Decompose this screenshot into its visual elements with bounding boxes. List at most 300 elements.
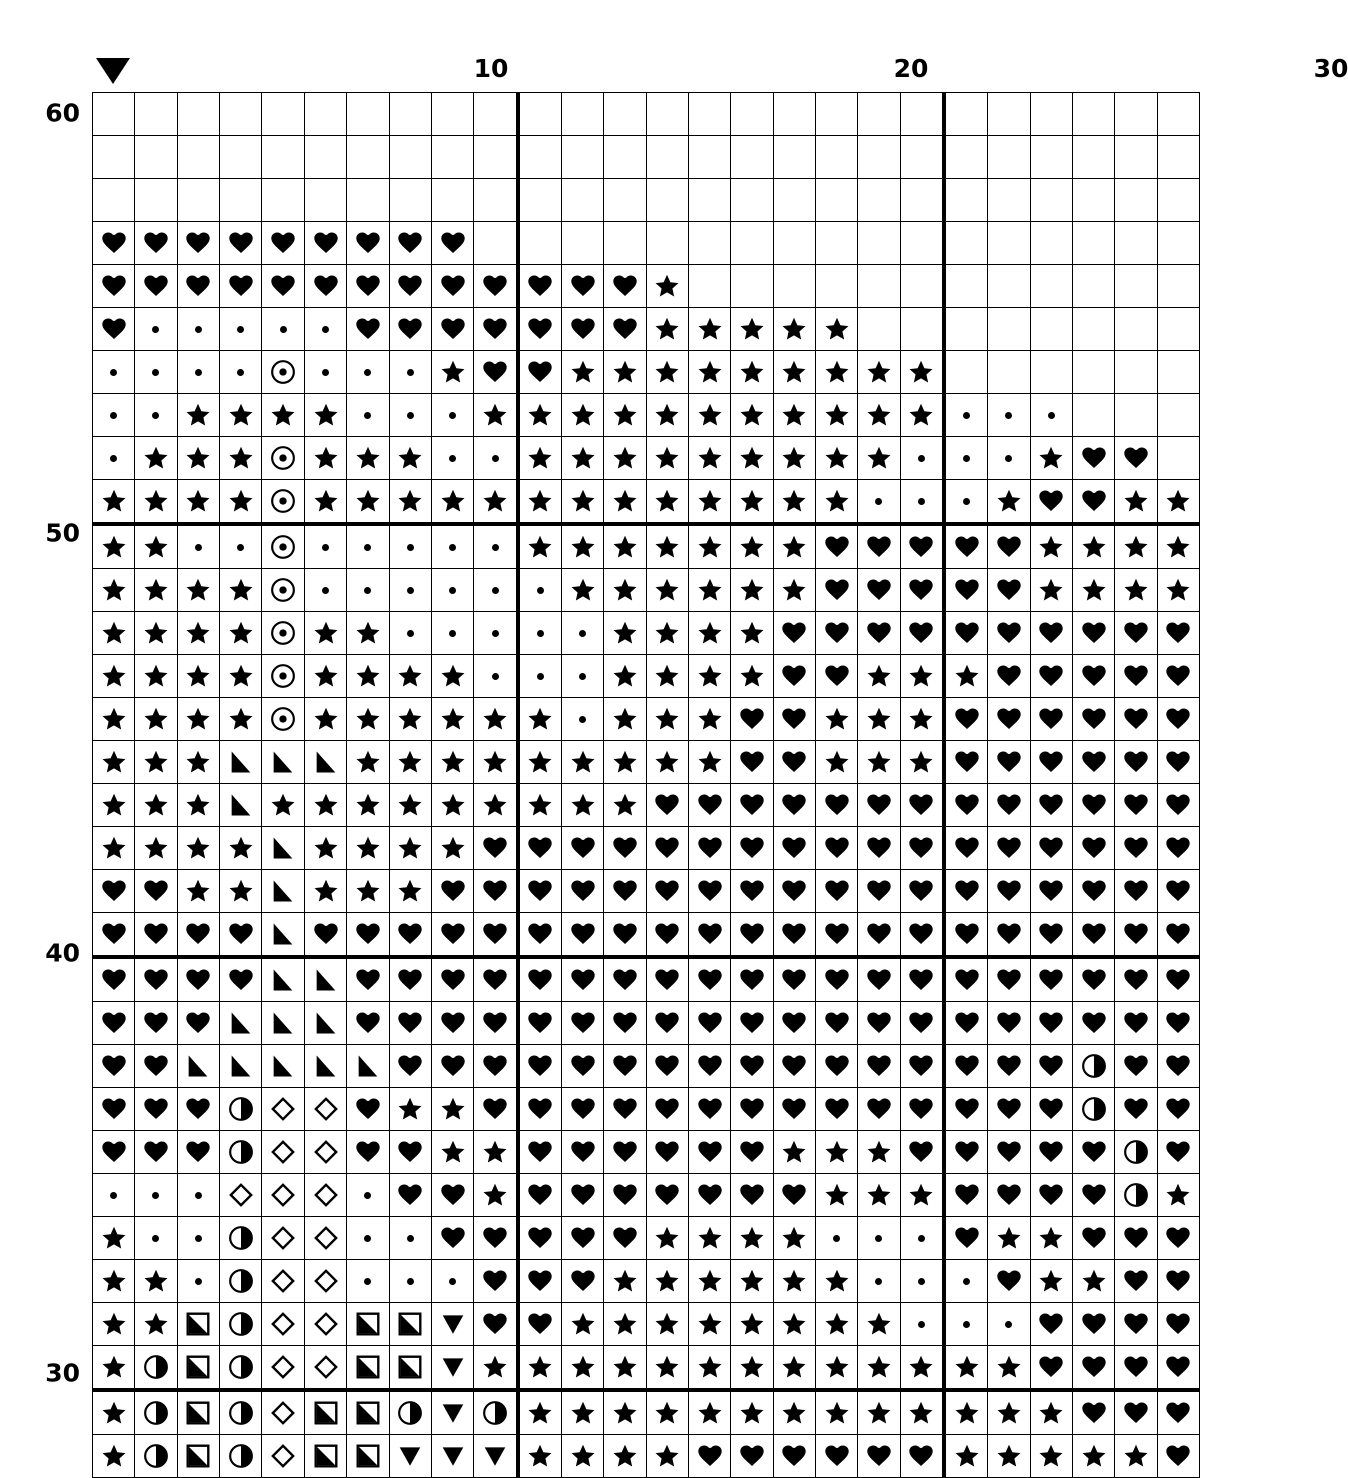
pattern-cell[interactable] [518, 136, 562, 179]
pattern-cell[interactable] [304, 524, 346, 569]
pattern-cell[interactable] [389, 569, 431, 612]
pattern-cell[interactable] [944, 437, 988, 480]
pattern-cell[interactable] [1030, 93, 1072, 136]
pattern-cell[interactable] [562, 655, 604, 698]
pattern-cell[interactable] [347, 1303, 389, 1346]
pattern-cell[interactable] [220, 308, 262, 351]
pattern-cell[interactable] [988, 913, 1030, 958]
pattern-cell[interactable] [220, 136, 262, 179]
pattern-cell[interactable] [562, 913, 604, 958]
pattern-cell[interactable] [731, 1303, 773, 1346]
pattern-cell[interactable] [389, 655, 431, 698]
pattern-cell[interactable] [1072, 1002, 1114, 1045]
pattern-cell[interactable] [562, 1088, 604, 1131]
pattern-cell[interactable] [646, 827, 688, 870]
pattern-cell[interactable] [93, 480, 135, 525]
pattern-cell[interactable] [177, 913, 219, 958]
pattern-cell[interactable] [262, 1346, 304, 1391]
pattern-cell[interactable] [135, 741, 177, 784]
pattern-cell[interactable] [177, 1088, 219, 1131]
pattern-cell[interactable] [304, 179, 346, 222]
pattern-cell[interactable] [562, 612, 604, 655]
pattern-cell[interactable] [1072, 1390, 1114, 1435]
pattern-cell[interactable] [389, 351, 431, 394]
pattern-cell[interactable] [432, 222, 474, 265]
pattern-cell[interactable] [1115, 136, 1157, 179]
pattern-cell[interactable] [858, 394, 900, 437]
pattern-cell[interactable] [562, 1045, 604, 1088]
pattern-cell[interactable] [389, 179, 431, 222]
pattern-cell[interactable] [389, 1390, 431, 1435]
pattern-cell[interactable] [432, 870, 474, 913]
pattern-cell[interactable] [304, 1002, 346, 1045]
pattern-cell[interactable] [347, 1390, 389, 1435]
pattern-cell[interactable] [858, 1088, 900, 1131]
pattern-cell[interactable] [347, 179, 389, 222]
pattern-cell[interactable] [773, 1346, 815, 1391]
pattern-cell[interactable] [988, 265, 1030, 308]
pattern-cell[interactable] [773, 741, 815, 784]
pattern-cell[interactable] [562, 569, 604, 612]
pattern-cell[interactable] [389, 394, 431, 437]
pattern-cell[interactable] [1030, 480, 1072, 525]
pattern-cell[interactable] [944, 957, 988, 1002]
pattern-cell[interactable] [815, 1303, 857, 1346]
pattern-cell[interactable] [604, 1045, 646, 1088]
pattern-cell[interactable] [93, 1088, 135, 1131]
pattern-cell[interactable] [220, 870, 262, 913]
pattern-cell[interactable] [944, 741, 988, 784]
pattern-cell[interactable] [646, 394, 688, 437]
pattern-cell[interactable] [731, 265, 773, 308]
pattern-cell[interactable] [604, 784, 646, 827]
pattern-cell[interactable] [93, 308, 135, 351]
pattern-cell[interactable] [604, 1174, 646, 1217]
pattern-cell[interactable] [988, 93, 1030, 136]
pattern-cell[interactable] [135, 93, 177, 136]
pattern-cell[interactable] [177, 612, 219, 655]
pattern-cell[interactable] [93, 265, 135, 308]
pattern-cell[interactable] [944, 1002, 988, 1045]
pattern-cell[interactable] [604, 1303, 646, 1346]
pattern-cell[interactable] [1157, 1045, 1199, 1088]
pattern-cell[interactable] [646, 1174, 688, 1217]
pattern-cell[interactable] [900, 222, 944, 265]
pattern-cell[interactable] [177, 136, 219, 179]
pattern-cell[interactable] [688, 480, 730, 525]
pattern-cell[interactable] [604, 1002, 646, 1045]
pattern-cell[interactable] [1030, 655, 1072, 698]
pattern-cell[interactable] [389, 1131, 431, 1174]
pattern-cell[interactable] [177, 1131, 219, 1174]
pattern-cell[interactable] [1072, 265, 1114, 308]
pattern-cell[interactable] [858, 265, 900, 308]
pattern-cell[interactable] [944, 394, 988, 437]
pattern-cell[interactable] [1115, 612, 1157, 655]
pattern-cell[interactable] [688, 222, 730, 265]
pattern-cell[interactable] [93, 1131, 135, 1174]
pattern-cell[interactable] [518, 222, 562, 265]
pattern-cell[interactable] [135, 1346, 177, 1391]
pattern-cell[interactable] [731, 524, 773, 569]
pattern-cell[interactable] [177, 1002, 219, 1045]
pattern-cell[interactable] [900, 1390, 944, 1435]
pattern-cell[interactable] [135, 827, 177, 870]
pattern-cell[interactable] [1030, 351, 1072, 394]
pattern-cell[interactable] [604, 741, 646, 784]
pattern-cell[interactable] [389, 1002, 431, 1045]
pattern-cell[interactable] [262, 1390, 304, 1435]
pattern-cell[interactable] [1072, 1088, 1114, 1131]
pattern-cell[interactable] [304, 1260, 346, 1303]
pattern-cell[interactable] [900, 1002, 944, 1045]
pattern-cell[interactable] [646, 957, 688, 1002]
pattern-cell[interactable] [900, 136, 944, 179]
pattern-cell[interactable] [304, 1435, 346, 1478]
pattern-cell[interactable] [731, 93, 773, 136]
pattern-cell[interactable] [432, 1435, 474, 1478]
pattern-cell[interactable] [944, 1346, 988, 1391]
pattern-cell[interactable] [1115, 698, 1157, 741]
pattern-cell[interactable] [604, 827, 646, 870]
pattern-cell[interactable] [1030, 394, 1072, 437]
pattern-cell[interactable] [646, 524, 688, 569]
pattern-cell[interactable] [135, 394, 177, 437]
pattern-cell[interactable] [815, 913, 857, 958]
pattern-cell[interactable] [432, 655, 474, 698]
pattern-cell[interactable] [858, 1174, 900, 1217]
pattern-cell[interactable] [347, 1131, 389, 1174]
pattern-cell[interactable] [944, 524, 988, 569]
pattern-cell[interactable] [432, 1131, 474, 1174]
pattern-cell[interactable] [135, 1390, 177, 1435]
pattern-cell[interactable] [93, 1435, 135, 1478]
pattern-cell[interactable] [815, 784, 857, 827]
pattern-cell[interactable] [518, 394, 562, 437]
pattern-cell[interactable] [177, 1260, 219, 1303]
pattern-cell[interactable] [262, 437, 304, 480]
pattern-cell[interactable] [731, 1435, 773, 1478]
pattern-cell[interactable] [900, 437, 944, 480]
pattern-cell[interactable] [1072, 394, 1114, 437]
pattern-cell[interactable] [562, 265, 604, 308]
pattern-cell[interactable] [815, 655, 857, 698]
pattern-cell[interactable] [347, 480, 389, 525]
pattern-cell[interactable] [389, 827, 431, 870]
pattern-cell[interactable] [1157, 1088, 1199, 1131]
pattern-cell[interactable] [304, 1174, 346, 1217]
pattern-cell[interactable] [604, 1260, 646, 1303]
pattern-cell[interactable] [1030, 1390, 1072, 1435]
pattern-cell[interactable] [432, 569, 474, 612]
pattern-cell[interactable] [1157, 1390, 1199, 1435]
pattern-cell[interactable] [858, 957, 900, 1002]
pattern-cell[interactable] [562, 394, 604, 437]
pattern-cell[interactable] [773, 93, 815, 136]
pattern-cell[interactable] [432, 1303, 474, 1346]
pattern-cell[interactable] [944, 784, 988, 827]
pattern-cell[interactable] [135, 1002, 177, 1045]
pattern-cell[interactable] [604, 524, 646, 569]
pattern-cell[interactable] [562, 1303, 604, 1346]
pattern-cell[interactable] [177, 870, 219, 913]
pattern-cell[interactable] [177, 698, 219, 741]
pattern-cell[interactable] [773, 870, 815, 913]
pattern-cell[interactable] [731, 957, 773, 1002]
pattern-cell[interactable] [988, 222, 1030, 265]
pattern-cell[interactable] [604, 394, 646, 437]
pattern-cell[interactable] [135, 870, 177, 913]
pattern-cell[interactable] [220, 741, 262, 784]
pattern-cell[interactable] [858, 870, 900, 913]
pattern-cell[interactable] [1030, 437, 1072, 480]
pattern-cell[interactable] [646, 612, 688, 655]
pattern-cell[interactable] [347, 308, 389, 351]
pattern-cell[interactable] [688, 179, 730, 222]
pattern-cell[interactable] [562, 957, 604, 1002]
pattern-cell[interactable] [858, 136, 900, 179]
pattern-cell[interactable] [858, 93, 900, 136]
pattern-cell[interactable] [432, 136, 474, 179]
pattern-cell[interactable] [220, 1045, 262, 1088]
pattern-cell[interactable] [1030, 265, 1072, 308]
pattern-cell[interactable] [815, 827, 857, 870]
pattern-cell[interactable] [646, 308, 688, 351]
pattern-cell[interactable] [518, 308, 562, 351]
pattern-cell[interactable] [432, 437, 474, 480]
pattern-cell[interactable] [562, 1435, 604, 1478]
pattern-cell[interactable] [135, 1131, 177, 1174]
pattern-cell[interactable] [944, 870, 988, 913]
pattern-cell[interactable] [944, 1217, 988, 1260]
pattern-cell[interactable] [347, 1088, 389, 1131]
pattern-cell[interactable] [518, 265, 562, 308]
pattern-cell[interactable] [262, 870, 304, 913]
pattern-cell[interactable] [1157, 957, 1199, 1002]
pattern-cell[interactable] [858, 1260, 900, 1303]
pattern-cell[interactable] [1157, 265, 1199, 308]
pattern-cell[interactable] [518, 480, 562, 525]
pattern-cell[interactable] [815, 308, 857, 351]
pattern-cell[interactable] [604, 1088, 646, 1131]
pattern-cell[interactable] [1030, 1260, 1072, 1303]
pattern-cell[interactable] [900, 1131, 944, 1174]
pattern-cell[interactable] [474, 913, 518, 958]
pattern-cell[interactable] [474, 698, 518, 741]
pattern-cell[interactable] [988, 1045, 1030, 1088]
pattern-cell[interactable] [220, 1174, 262, 1217]
pattern-cell[interactable] [93, 437, 135, 480]
pattern-cell[interactable] [688, 612, 730, 655]
pattern-cell[interactable] [432, 93, 474, 136]
pattern-cell[interactable] [562, 1131, 604, 1174]
pattern-cell[interactable] [474, 957, 518, 1002]
pattern-cell[interactable] [604, 480, 646, 525]
pattern-cell[interactable] [518, 1435, 562, 1478]
pattern-cell[interactable] [562, 179, 604, 222]
pattern-cell[interactable] [1030, 957, 1072, 1002]
pattern-cell[interactable] [220, 655, 262, 698]
pattern-cell[interactable] [347, 612, 389, 655]
pattern-cell[interactable] [518, 179, 562, 222]
pattern-cell[interactable] [262, 1260, 304, 1303]
pattern-cell[interactable] [177, 351, 219, 394]
pattern-cell[interactable] [900, 93, 944, 136]
pattern-cell[interactable] [688, 1390, 730, 1435]
pattern-cell[interactable] [900, 612, 944, 655]
pattern-cell[interactable] [135, 179, 177, 222]
pattern-cell[interactable] [93, 222, 135, 265]
pattern-cell[interactable] [646, 1002, 688, 1045]
pattern-cell[interactable] [688, 524, 730, 569]
pattern-cell[interactable] [988, 569, 1030, 612]
pattern-cell[interactable] [604, 1390, 646, 1435]
pattern-cell[interactable] [815, 870, 857, 913]
pattern-cell[interactable] [347, 437, 389, 480]
pattern-cell[interactable] [988, 1174, 1030, 1217]
pattern-cell[interactable] [432, 1002, 474, 1045]
pattern-cell[interactable] [731, 569, 773, 612]
pattern-cell[interactable] [304, 870, 346, 913]
pattern-cell[interactable] [604, 1346, 646, 1391]
pattern-cell[interactable] [900, 1088, 944, 1131]
pattern-cell[interactable] [688, 784, 730, 827]
pattern-cell[interactable] [432, 612, 474, 655]
pattern-cell[interactable] [1157, 1303, 1199, 1346]
pattern-cell[interactable] [262, 913, 304, 958]
pattern-cell[interactable] [900, 913, 944, 958]
pattern-cell[interactable] [773, 480, 815, 525]
pattern-cell[interactable] [347, 222, 389, 265]
pattern-cell[interactable] [518, 827, 562, 870]
pattern-cell[interactable] [944, 569, 988, 612]
pattern-cell[interactable] [646, 784, 688, 827]
pattern-cell[interactable] [177, 1303, 219, 1346]
pattern-cell[interactable] [604, 957, 646, 1002]
pattern-cell[interactable] [262, 265, 304, 308]
pattern-cell[interactable] [731, 1346, 773, 1391]
pattern-cell[interactable] [773, 351, 815, 394]
pattern-cell[interactable] [220, 1131, 262, 1174]
pattern-cell[interactable] [135, 308, 177, 351]
pattern-cell[interactable] [518, 1390, 562, 1435]
pattern-cell[interactable] [900, 870, 944, 913]
pattern-cell[interactable] [988, 308, 1030, 351]
pattern-cell[interactable] [858, 480, 900, 525]
pattern-cell[interactable] [93, 524, 135, 569]
pattern-cell[interactable] [1115, 351, 1157, 394]
pattern-cell[interactable] [944, 1131, 988, 1174]
pattern-cell[interactable] [731, 394, 773, 437]
pattern-cell[interactable] [815, 394, 857, 437]
pattern-cell[interactable] [773, 698, 815, 741]
pattern-cell[interactable] [135, 612, 177, 655]
pattern-cell[interactable] [177, 480, 219, 525]
pattern-cell[interactable] [220, 480, 262, 525]
pattern-cell[interactable] [646, 1045, 688, 1088]
pattern-cell[interactable] [389, 1303, 431, 1346]
pattern-cell[interactable] [646, 1346, 688, 1391]
pattern-cell[interactable] [815, 1435, 857, 1478]
pattern-cell[interactable] [1115, 437, 1157, 480]
pattern-cell[interactable] [1072, 308, 1114, 351]
pattern-cell[interactable] [220, 698, 262, 741]
pattern-cell[interactable] [858, 1045, 900, 1088]
pattern-cell[interactable] [604, 222, 646, 265]
pattern-cell[interactable] [815, 265, 857, 308]
pattern-cell[interactable] [177, 655, 219, 698]
pattern-cell[interactable] [135, 698, 177, 741]
pattern-cell[interactable] [304, 1131, 346, 1174]
pattern-cell[interactable] [900, 1303, 944, 1346]
pattern-cell[interactable] [1115, 655, 1157, 698]
pattern-cell[interactable] [518, 1217, 562, 1260]
pattern-cell[interactable] [1072, 1217, 1114, 1260]
pattern-cell[interactable] [731, 913, 773, 958]
pattern-cell[interactable] [1115, 870, 1157, 913]
pattern-cell[interactable] [432, 351, 474, 394]
pattern-cell[interactable] [135, 136, 177, 179]
pattern-cell[interactable] [731, 784, 773, 827]
pattern-cell[interactable] [262, 1002, 304, 1045]
pattern-cell[interactable] [177, 827, 219, 870]
pattern-cell[interactable] [988, 741, 1030, 784]
pattern-cell[interactable] [304, 437, 346, 480]
pattern-cell[interactable] [688, 1303, 730, 1346]
pattern-cell[interactable] [731, 1131, 773, 1174]
pattern-cell[interactable] [389, 698, 431, 741]
pattern-cell[interactable] [988, 1260, 1030, 1303]
pattern-cell[interactable] [773, 136, 815, 179]
pattern-cell[interactable] [773, 784, 815, 827]
pattern-cell[interactable] [604, 655, 646, 698]
pattern-cell[interactable] [944, 1174, 988, 1217]
pattern-cell[interactable] [1157, 1217, 1199, 1260]
pattern-cell[interactable] [262, 569, 304, 612]
pattern-cell[interactable] [858, 784, 900, 827]
pattern-cell[interactable] [474, 827, 518, 870]
pattern-cell[interactable] [1157, 1002, 1199, 1045]
pattern-cell[interactable] [1157, 1346, 1199, 1391]
pattern-cell[interactable] [177, 1174, 219, 1217]
pattern-cell[interactable] [900, 1260, 944, 1303]
pattern-cell[interactable] [518, 1131, 562, 1174]
pattern-cell[interactable] [347, 1217, 389, 1260]
pattern-cell[interactable] [688, 93, 730, 136]
pattern-cell[interactable] [944, 179, 988, 222]
pattern-cell[interactable] [518, 655, 562, 698]
pattern-cell[interactable] [1157, 179, 1199, 222]
pattern-cell[interactable] [518, 698, 562, 741]
pattern-cell[interactable] [815, 480, 857, 525]
pattern-cell[interactable] [518, 1174, 562, 1217]
pattern-cell[interactable] [988, 1346, 1030, 1391]
pattern-cell[interactable] [93, 698, 135, 741]
pattern-cell[interactable] [262, 308, 304, 351]
pattern-cell[interactable] [900, 179, 944, 222]
pattern-cell[interactable] [815, 1217, 857, 1260]
pattern-cell[interactable] [1072, 870, 1114, 913]
pattern-cell[interactable] [1030, 1088, 1072, 1131]
pattern-cell[interactable] [646, 870, 688, 913]
pattern-cell[interactable] [988, 1217, 1030, 1260]
pattern-cell[interactable] [389, 136, 431, 179]
pattern-cell[interactable] [518, 569, 562, 612]
pattern-cell[interactable] [815, 222, 857, 265]
pattern-cell[interactable] [944, 698, 988, 741]
pattern-cell[interactable] [646, 136, 688, 179]
pattern-cell[interactable] [604, 698, 646, 741]
